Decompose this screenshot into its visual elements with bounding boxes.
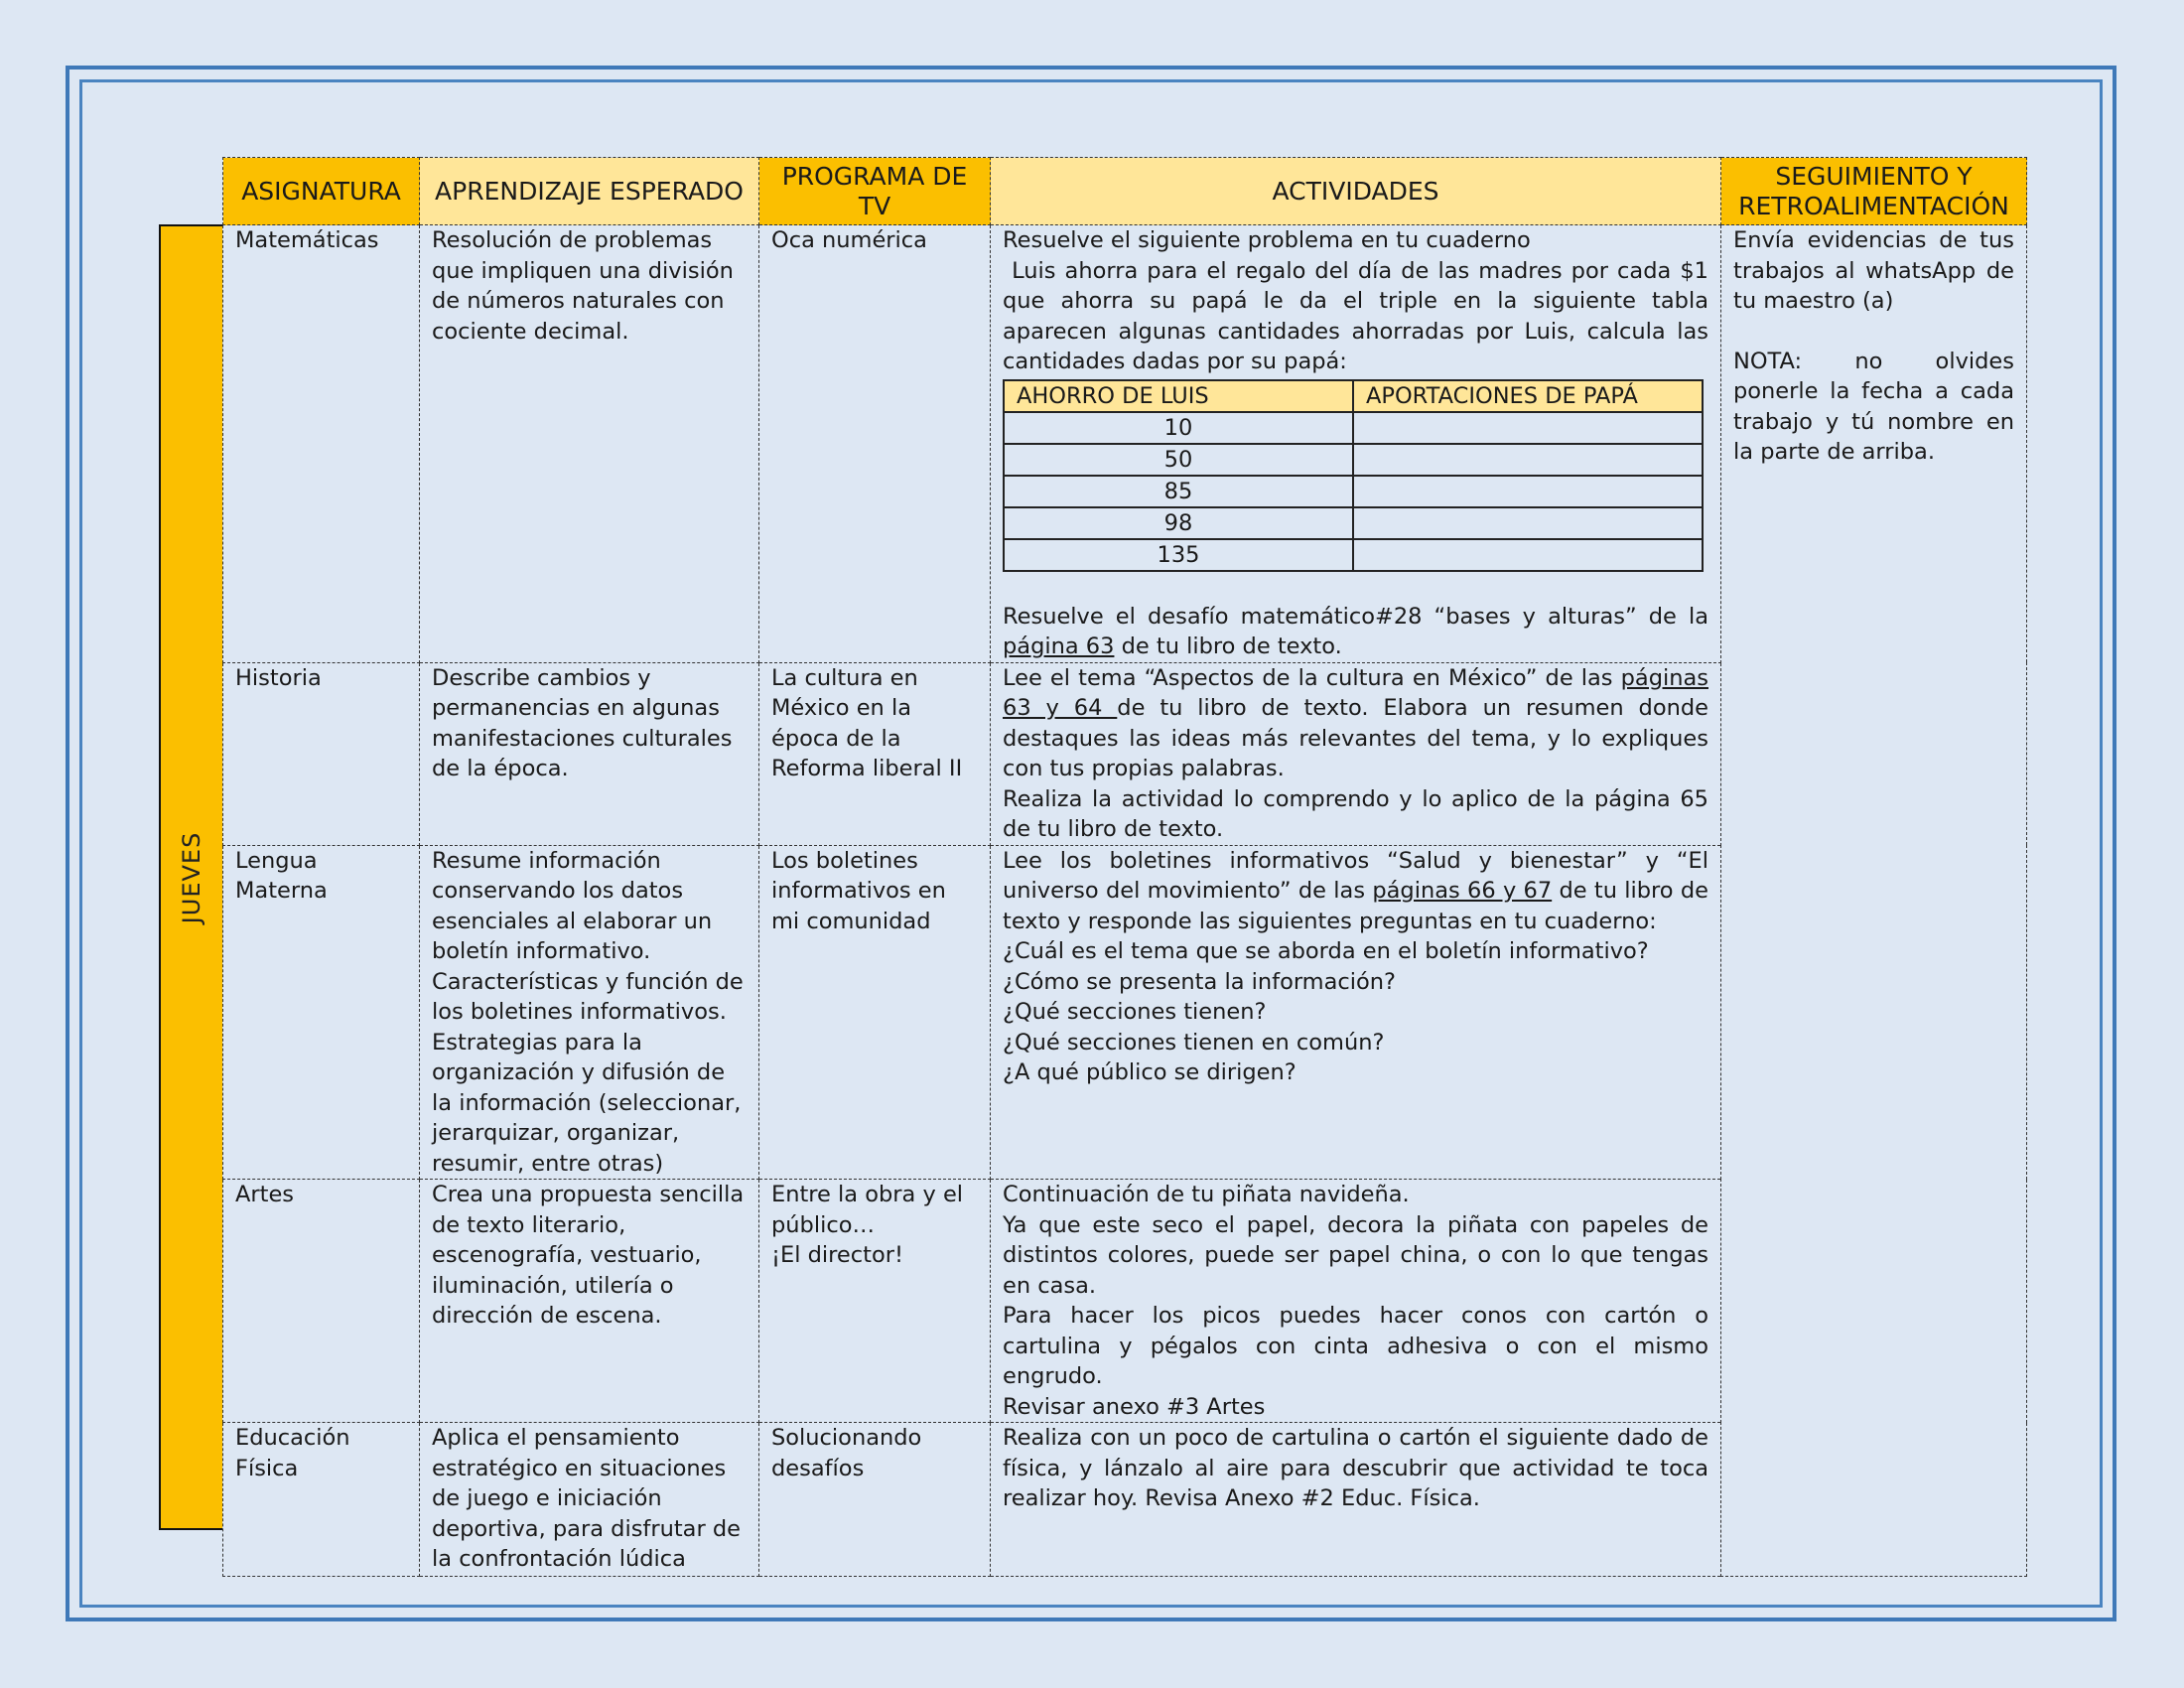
answer-cell[interactable] (1353, 412, 1703, 444)
activities-cell (991, 225, 1721, 663)
savings-value: 85 (1004, 476, 1353, 507)
page-reference: página 63 (1003, 633, 1115, 659)
tv-program-cell: Oca numérica (759, 225, 991, 663)
activity-text: Realiza la actividad lo comprendo y lo aplico de la página 65 de tu libro de texto. (1003, 785, 1708, 842)
activity-text: Resuelve el desafío matemático#28 “bases y alturas” de la página 63 de tu libro de texto. (1003, 603, 1708, 659)
activity-text: Lee el tema “Aspectos de la cultura en México” de las páginas 63 y 64 de tu libro de texto. Elabora un resumen donde destaques las ideas más relevantes del tema, y lo expliques con tus propias palabras. (1003, 664, 1708, 781)
header-learning: APRENDIZAJE ESPERADO (420, 158, 759, 225)
header-subject: ASIGNATURA (223, 158, 420, 225)
question-item: ¿Qué secciones tienen en común? (1003, 1029, 1385, 1055)
activity-text: Continuación de tu piñata navideña. (1003, 1182, 1410, 1207)
lesson-plan-table (222, 157, 2027, 1577)
page-reference: páginas 66 y 67 (1372, 878, 1553, 904)
answer-cell[interactable] (1353, 444, 1703, 476)
subject-cell: Educación Física (223, 1423, 420, 1577)
subject-cell: Matemáticas (223, 225, 420, 663)
followup-note: NOTA: no olvides ponerle la fecha a cada trabajo y tú nombre en la parte de arriba. (1733, 348, 2014, 465)
day-label: JUEVES (178, 831, 205, 923)
header-tv-program: PROGRAMA DE TV (759, 158, 991, 225)
savings-value: 135 (1004, 539, 1353, 571)
question-item: ¿Qué secciones tienen? (1003, 999, 1267, 1025)
day-column (159, 224, 222, 1530)
learning-cell: Resolución de problemas que impliquen una división de números naturales con cociente decimal. (420, 225, 759, 663)
activities-cell (991, 1423, 1721, 1577)
learning-cell: Aplica el pensamiento estratégico en situaciones de juego e iniciación deportiva, para disfrutar de la confrontación lúdica (420, 1423, 759, 1577)
question-item: ¿Cuál es el tema que se aborda en el boletín informativo? (1003, 938, 1649, 964)
learning-cell: Crea una propuesta sencilla de texto literario, escenografía, vestuario, iluminación, utilería o dirección de escena. (420, 1180, 759, 1423)
activity-text: Luis ahorra para el regalo del día de las madres por cada $1 que ahorra su papá le da el triple en la siguiente tabla aparecen algunas cantidades ahorradas por Luis, calcula las cantidades dadas por su papá: (1003, 257, 1716, 374)
learning-cell: Describe cambios y permanencias en algunas manifestaciones culturales de la época. (420, 662, 759, 845)
savings-header-luis: AHORRO DE LUIS (1004, 380, 1353, 412)
learning-cell: Resume información conservando los datos esenciales al elaborar un boletín informativo. Características y función de los boletines informativos. Estrategias para la organización y difusión de la información (seleccionar, jerarquizar, organizar, resumir, entre otras) (420, 845, 759, 1180)
tv-program-cell: Solucionando desafíos (759, 1423, 991, 1577)
tv-program-cell: Los boletines informativos en mi comunidad (759, 845, 991, 1180)
page-reference: páginas 63 y 64 (1003, 664, 1708, 721)
tv-program-cell: La cultura en México en la época de la Reforma liberal II (759, 662, 991, 845)
savings-header-papa: APORTACIONES DE PAPÁ (1353, 380, 1703, 412)
savings-value: 98 (1004, 507, 1353, 539)
activity-text: Lee los boletines informativos “Salud y bienestar” y “El universo del movimiento” de las páginas 66 y 67 de tu libro de texto y responde las siguientes preguntas en tu cuaderno: (1003, 847, 1708, 934)
header-activities: ACTIVIDADES (991, 158, 1721, 225)
table-row (223, 225, 2027, 663)
tv-program-line: ¡El director! (771, 1242, 904, 1268)
activities-cell (991, 662, 1721, 845)
activities-cell (991, 845, 1721, 1180)
question-item: ¿A qué público se dirigen? (1003, 1059, 1297, 1085)
subject-cell: Historia (223, 662, 420, 845)
followup-text: Envía evidencias de tus trabajos al whatsApp de tu maestro (a) (1733, 227, 2014, 314)
activity-text: Realiza con un poco de cartulina o cartón el siguiente dado de física, y lánzalo al aire para descubrir que actividad te toca realizar hoy. Revisa Anexo #2 Educ. Física. (1003, 1425, 1708, 1511)
savings-value: 10 (1004, 412, 1353, 444)
subject-cell: Lengua Materna (223, 845, 420, 1180)
followup-cell (1721, 225, 2027, 1577)
savings-value: 50 (1004, 444, 1353, 476)
activity-text: Ya que este seco el papel, decora la piñata con papeles de distintos colores, puede ser papel china, o con lo que tengas en casa. (1003, 1211, 1708, 1299)
question-item: ¿Cómo se presenta la información? (1003, 968, 1396, 995)
tv-program-line: Entre la obra y el público… (771, 1182, 964, 1238)
activity-text: Resuelve el siguiente problema en tu cuaderno (1003, 227, 1531, 253)
answer-cell[interactable] (1353, 507, 1703, 539)
header-followup: SEGUIMIENTO Y RETROALIMENTACIÓN (1721, 158, 2027, 225)
activities-cell (991, 1180, 1721, 1423)
answer-cell[interactable] (1353, 539, 1703, 571)
tv-program-cell (759, 1180, 991, 1423)
activity-text: Para hacer los picos puedes hacer conos con cartón o cartulina y pégalos con cinta adhesiva o con el mismo engrudo. (1003, 1303, 1708, 1389)
answer-cell[interactable] (1353, 476, 1703, 507)
activity-text: Revisar anexo #3 Artes (1003, 1393, 1266, 1420)
savings-table (1003, 379, 1704, 572)
header-row (223, 158, 2027, 225)
subject-cell: Artes (223, 1180, 420, 1423)
